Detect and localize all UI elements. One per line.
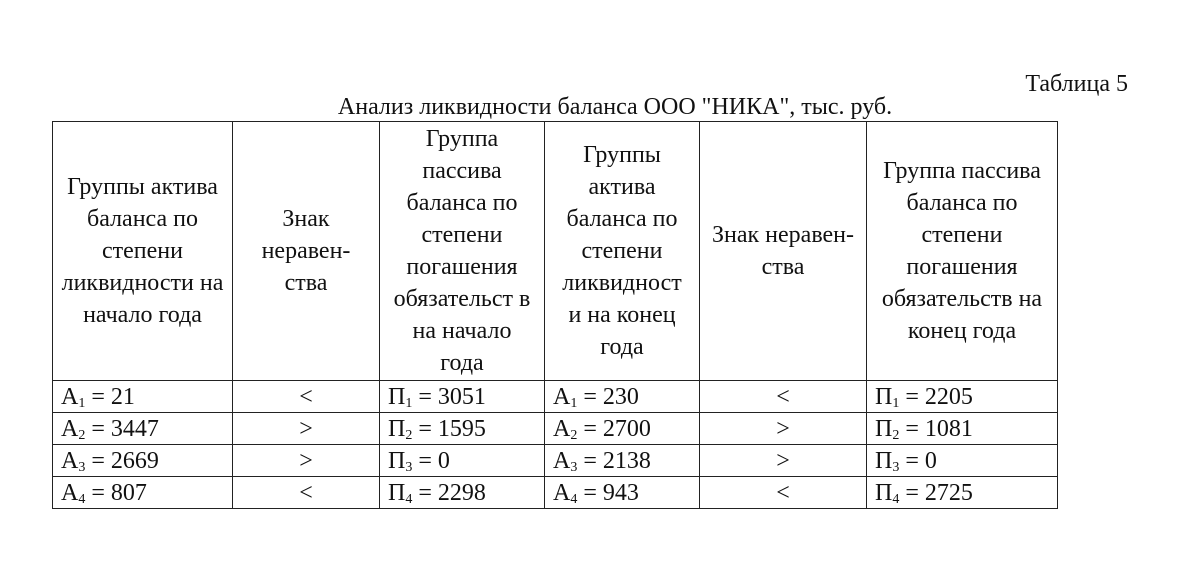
sign-end-cell: > xyxy=(700,445,867,477)
asset-end-cell: $А_1 = 230$ xyxy=(545,381,700,413)
liability-start-cell: $П_4 = 2298$ xyxy=(380,477,545,509)
table-row xyxy=(53,445,1058,477)
asset-end-cell: $А_3 = 2138$ xyxy=(545,445,700,477)
sign-start-cell: > xyxy=(233,413,380,445)
sign-end-cell: < xyxy=(700,381,867,413)
liability-start-cell: $П_2 = 1595$ xyxy=(380,413,545,445)
table-row xyxy=(53,413,1058,445)
asset-start-cell: $А_1 = 21$ xyxy=(53,381,233,413)
liability-end-cell: $П_1 = 2205$ xyxy=(867,381,1058,413)
liability-end-cell: $П_4 = 2725$ xyxy=(867,477,1058,509)
header-sign-end: Знак неравен-ства xyxy=(700,122,867,381)
table-caption: Анализ ликвидности баланса ООО "НИКА", тыс. руб. xyxy=(337,94,893,120)
sign-end-cell: < xyxy=(700,477,867,509)
table-row xyxy=(53,477,1058,509)
header-liability-start: Группа пассива баланса по степени погашения обязательст в на начало года xyxy=(380,122,545,381)
table-row xyxy=(53,381,1058,413)
liability-start-cell: $П_1 = 3051$ xyxy=(380,381,545,413)
sign-end-cell: > xyxy=(700,413,867,445)
liability-end-cell: $П_2 = 1081$ xyxy=(867,413,1058,445)
asset-end-cell: $А_4 = 943$ xyxy=(545,477,700,509)
header-asset-start: Группы актива баланса по степени ликвидности на начало года xyxy=(53,122,233,381)
header-row xyxy=(53,122,1058,381)
asset-end-cell: $А_2 = 2700$ xyxy=(545,413,700,445)
header-sign-start: Знак неравен-ства xyxy=(233,122,380,381)
table-number: Таблица 5 xyxy=(1025,71,1128,97)
liability-end-cell: $П_3 = 0$ xyxy=(867,445,1058,477)
asset-start-cell: $А_2 = 3447$ xyxy=(53,413,233,445)
liquidity-table xyxy=(52,121,1058,509)
sign-start-cell: < xyxy=(233,381,380,413)
liability-start-cell: $П_3 = 0$ xyxy=(380,445,545,477)
sign-start-cell: > xyxy=(233,445,380,477)
asset-start-cell: $А_3 = 2669$ xyxy=(53,445,233,477)
header-asset-end: Группы актива баланса по степени ликвидност и на конец года xyxy=(545,122,700,381)
asset-start-cell: $А_4 = 807$ xyxy=(53,477,233,509)
header-liability-end: Группа пассива баланса по степени погашения обязательств на конец года xyxy=(867,122,1058,381)
sign-start-cell: < xyxy=(233,477,380,509)
